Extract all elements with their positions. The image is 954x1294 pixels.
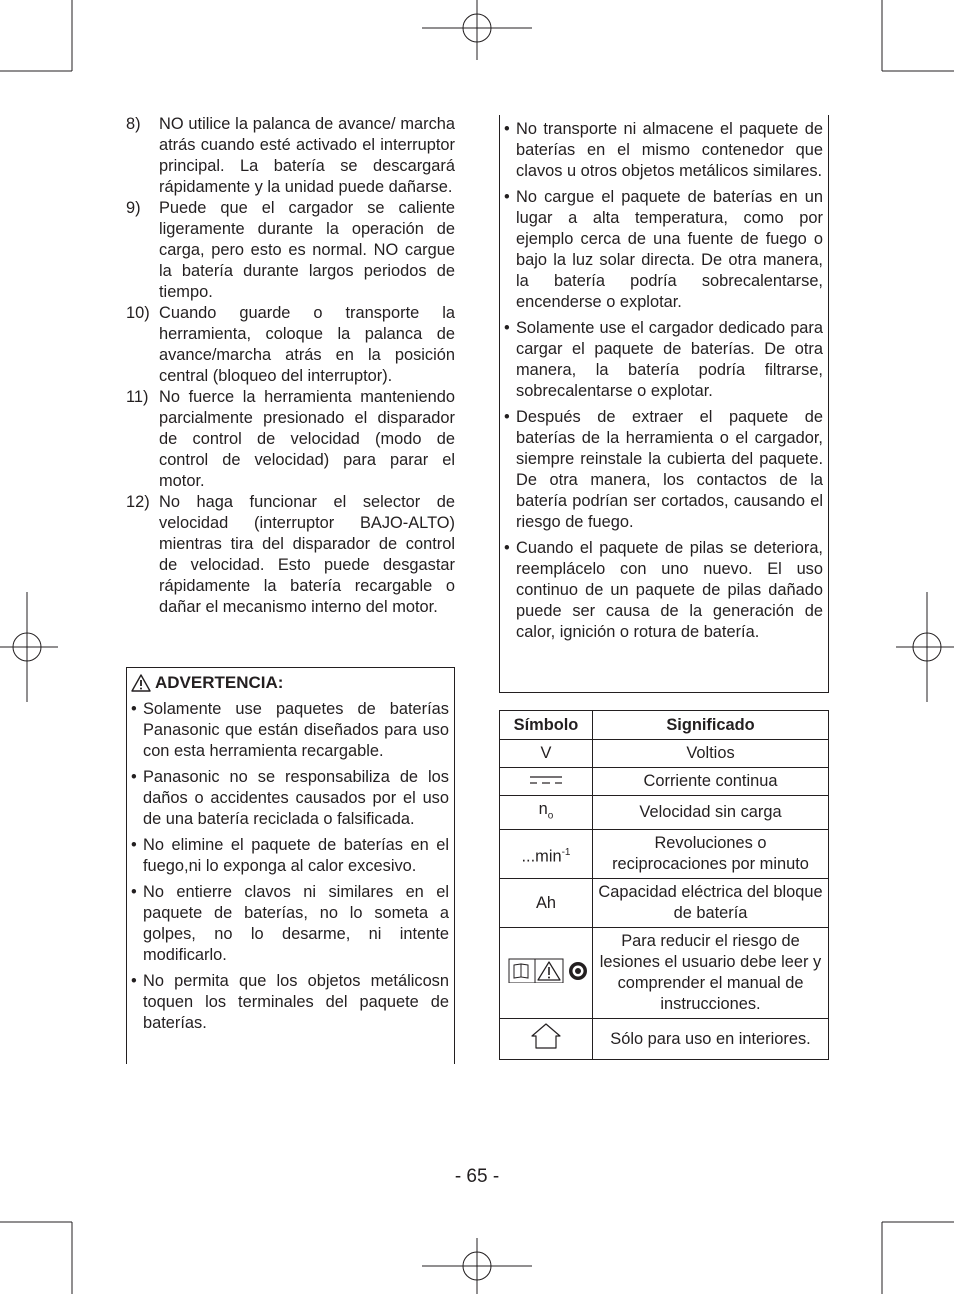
meaning-cell: Velocidad sin carga [593,796,829,830]
warning-item: • No elimine el paquete de baterías en el fuego,ni lo exponga al calor excesivo. [131,835,449,877]
symbol-cell [500,740,593,768]
symbol-text: Ah [535,893,557,912]
read-manual-warning-icons [504,969,588,987]
precaution-item: • Solamente use el cargador dedicado para cargar el paquete de baterías. De otra manera, la batería podría filtrarse, sobrecalentarse o explotar. [504,318,823,402]
precaution-item: • No transporte ni almacene el paquete de baterías en el mismo contenedor que clavos u otros objetos metálicos similares. [504,119,823,182]
direct-current-icon [529,772,563,790]
symbol-row [500,928,829,1019]
meaning-cell: Para reducir el riesgo de lesiones el usuario debe leer y comprender el manual de instrucciones. [593,928,829,1019]
numbered-instructions [126,114,455,618]
house-icon [530,1036,562,1054]
item-text: Cuando guarde o transporte la herramienta, coloque la palanca de avance/marcha atrás en la posición central (bloqueo del interruptor). [159,304,455,385]
item-text: NO utilice la palanca de avance/ marcha atrás cuando esté activado el interruptor principal. La batería se descargará rápidamente y la unidad puede dañarse. [159,115,455,196]
symbol-cell [500,768,593,796]
item-text: Puede que el cargador se caliente ligeramente durante la operación de carga, pero esto es normal. NO cargue la batería durante largos periodos de tiempo. [159,199,455,301]
numbered-item [126,114,455,198]
symbol-superscript: -1 [561,846,571,858]
warning-item: • Solamente use paquetes de baterías Panasonic que están diseñados para uso con esta herramienta recargable. [131,699,449,762]
precaution-item: • No cargue el paquete de baterías en un lugar a alta temperatura, como por ejemplo cerca de una fuente de fuego o bajo la luz solar directa. De otra manera, la batería podría sobrecalentarse, encenderse o explotar. [504,187,823,313]
item-text: No fuerce la herramienta manteniendo parcialmente presionado el disparador de control de velocidad (modo de control de velocidad) para parar el motor. [159,388,455,490]
header-symbol: Símbolo [500,711,593,740]
item-text: No haga funcionar el selector de velocidad (interruptor BAJO-ALTO) mientras tira del disparador de control de velocidad. Esto puede desgastar rápidamente la batería recargable o dañar el mecanismo interno del motor. [159,493,455,616]
item-number: 9) [126,199,141,217]
battery-precautions-box [499,115,829,693]
numbered-item [126,198,455,303]
symbol-row [500,768,829,796]
symbol-cell [500,1019,593,1060]
meaning-cell: Revoluciones o reciprocaciones por minuto [593,830,829,879]
symbol-row [500,830,829,879]
symbol-cell [500,796,593,830]
item-number: 8) [126,115,141,133]
symbol-row [500,796,829,830]
warning-item: • Panasonic no se responsabiliza de los daños o accidentes causados por el uso de una batería reciclada o falsificada. [131,767,449,830]
warning-item: • No entierre clavos ni similares en el paquete de baterías, no lo someta a golpes, no lo desarme, ni intente modificarlo. [131,882,449,966]
meaning-cell: Corriente continua [593,768,829,796]
symbol-text: n [538,800,548,818]
symbol-text: ...min [521,847,562,866]
symbol-row [500,740,829,768]
meaning-cell: Sólo para uso en interiores. [593,1019,829,1060]
warning-triangle-icon [131,674,151,692]
warning-title: ADVERTENCIA: [155,673,284,692]
warning-item: • No permita que los objetos metálicosn toquen los terminales del paquete de baterías. [131,971,449,1034]
header-meaning: Significado [593,711,829,740]
symbol-row [500,1019,829,1060]
warning-heading [131,672,449,693]
item-number: 12) [126,493,150,511]
meaning-cell: Voltios [593,740,829,768]
symbol-table [499,710,829,1060]
meaning-cell: Capacidad eléctrica del bloque de batería [593,879,829,928]
warning-list [131,699,449,1034]
symbol-table-header [500,711,829,740]
numbered-item [126,303,455,387]
precaution-item: • Cuando el paquete de pilas se deteriora, reemplácelo con uno nuevo. El uso continuo de un paquete de pilas dañado puede ser causa de la generación de calor, ignición o rotura de batería. [504,538,823,643]
item-number: 11) [126,388,149,406]
symbol-cell [500,928,593,1019]
warning-box [126,667,455,1064]
numbered-item [126,492,455,618]
precaution-list [504,119,823,643]
symbol-row [500,879,829,928]
symbol-cell [500,830,593,879]
instruction-list [126,114,455,618]
symbol-cell [500,879,593,928]
numbered-item [126,387,455,492]
precaution-item: • Después de extraer el paquete de baterías de la herramienta o el cargador, siempre reinstale la cubierta del paquete. De otra manera, los contactos de la batería podrían ser cortados, causando el riesgo de fuego. [504,407,823,533]
page-number: - 65 - [454,1166,500,1187]
symbol-text: V [540,744,552,762]
symbol-subscript: o [547,810,554,822]
item-number: 10) [126,304,150,322]
